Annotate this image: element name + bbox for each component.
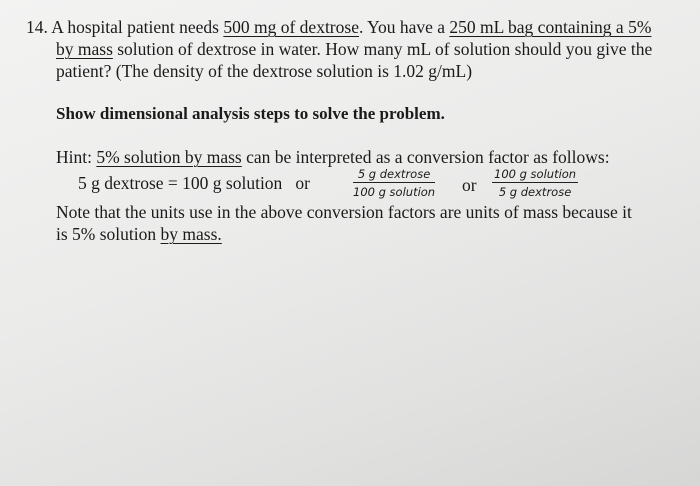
or-text: or — [462, 175, 477, 195]
bag-volume: 250 mL bag containing a 5% — [449, 17, 652, 37]
conversion-factor-1: 5 g dextrose 100 g solution — [353, 167, 436, 199]
note-line-2: is 5% solution by mass. — [56, 224, 222, 244]
question-line-2: by mass solution of dextrose in water. How many mL of solution should you give the — [56, 39, 653, 59]
question-number: 14. — [26, 17, 48, 37]
hint-equation: 5 g dextrose = 100 g solution or — [78, 173, 311, 193]
hint-line: Hint: 5% solution by mass can be interpreted as a conversion factor as follows: — [56, 147, 610, 167]
conversion-factor-2: 100 g solution 5 g dextrose — [494, 167, 577, 199]
question-line-1: 14. A hospital patient needs 500 mg of dextrose. You have a 250 mL bag containing a 5% — [26, 17, 652, 37]
instruction-text: Show dimensional analysis steps to solve the problem. — [56, 104, 445, 123]
dose-amount: 500 mg of dextrose — [223, 17, 359, 37]
hint-label: Hint: — [56, 147, 97, 167]
question-line-3: patient? (The density of the dextrose solution is 1.02 g/mL) — [56, 61, 473, 81]
note-line-1: Note that the units use in the above conversion factors are units of mass because it — [56, 202, 632, 222]
